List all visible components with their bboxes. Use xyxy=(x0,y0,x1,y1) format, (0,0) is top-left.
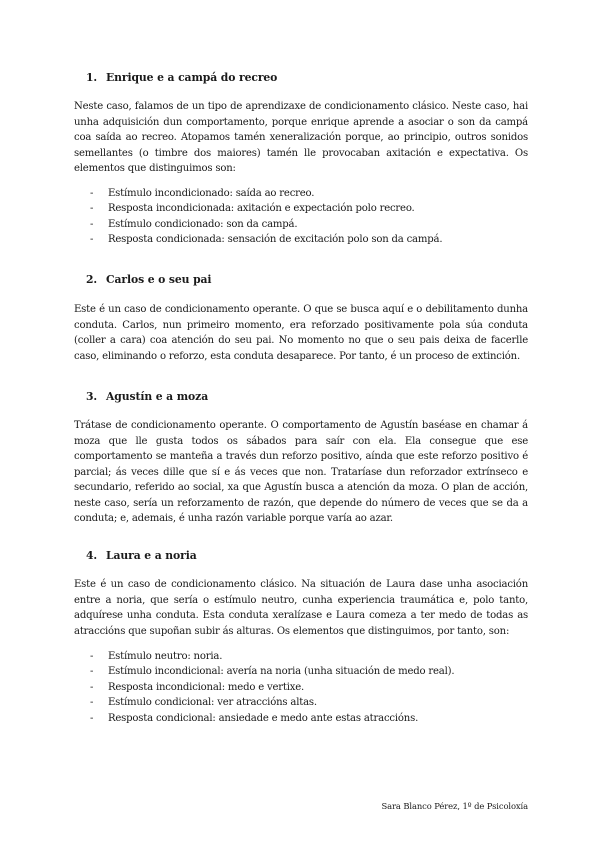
bullet-dash: - xyxy=(90,203,94,215)
bullet-dash: - xyxy=(90,697,94,709)
bullet-list xyxy=(90,186,532,248)
list-item-text: Resposta condicional: ansiedade e medo ante estas atraccións. xyxy=(108,712,419,724)
section-title: Enrique e a campá do recreo xyxy=(106,71,278,84)
bullet-dash: - xyxy=(90,234,94,246)
section-heading xyxy=(86,71,528,85)
section-heading xyxy=(86,273,528,287)
list-item-text: Estímulo neutro: noria. xyxy=(108,651,223,662)
bullet-dash: - xyxy=(90,651,94,662)
section-1-list xyxy=(90,186,532,248)
section-title: Laura e a noria xyxy=(106,549,197,562)
section-paragraph: Este é un caso de condicionamento operante. O que se busca aquí e o debilitamento dunha conduta. Carlos, nun primeiro momento, era reforzado positivamente pola súa conduta (coller a cara) coa atención do seu pai. No momento no que o seu pais deixa de facerlle caso, eliminando o reforzo, esta conduta desaparece. Por tanto, é un proceso de extinción. xyxy=(74,304,528,362)
page-footer: Sara Blanco Pérez, 1º de Psicoloxía xyxy=(381,801,528,811)
list-item-text: Estímulo incondicional: avería na noria (unha situación de medo real). xyxy=(108,666,455,678)
section-title: Carlos e o seu pai xyxy=(106,273,212,286)
section-heading xyxy=(86,390,528,404)
section-number: 3. xyxy=(86,390,98,403)
list-item-text: Estímulo condicional: ver atraccións altas. xyxy=(108,697,317,709)
list-item-text: Resposta condicionada: sensación de excitación polo son da campá. xyxy=(108,234,443,246)
section-body xyxy=(74,418,528,527)
bullet-dash: - xyxy=(90,218,94,230)
list-item xyxy=(90,232,532,247)
section-3 xyxy=(86,390,528,404)
bullet-dash: - xyxy=(90,681,94,693)
list-item xyxy=(90,695,532,710)
list-item xyxy=(90,186,532,201)
section-number: 2. xyxy=(86,273,98,286)
section-body xyxy=(74,577,528,639)
section-2 xyxy=(86,273,528,287)
list-item xyxy=(90,664,532,679)
bullet-list xyxy=(90,649,532,726)
section-4 xyxy=(86,549,528,563)
section-paragraph: Este é un caso de condicionamento clásico. Na situación de Laura dase unha asociación entre a noria, que sería o estímulo neutro, cunha experiencia traumática e, polo tanto, adquírese unha conduta. Esta conduta xeralízase e Laura comeza a ter medo de todas as atraccións que supoñan subir ás alturas. Os elementos que distinguimos, por tanto, son: xyxy=(74,579,528,637)
section-body xyxy=(74,99,528,177)
list-item-text: Estímulo incondicionado: saída ao recreo. xyxy=(108,188,315,199)
section-number: 4. xyxy=(86,549,98,562)
section-paragraph: Neste caso, falamos de un tipo de aprendizaxe de condicionamento clásico. Neste caso, hai unha adquisición dun comportamento, porque enrique aprende a asociar o son da campá coa saída ao recreo. Atopamos tamén xeneralización porque, ao principio, outros sonidos semellantes (o timbre dos maiores) tamén lle provocaban axitación e expectativa. Os elementos que distinguimos son: xyxy=(74,101,528,174)
list-item xyxy=(90,649,532,664)
section-4-list xyxy=(90,649,532,726)
list-item xyxy=(90,711,532,726)
section-title: Agustín e a moza xyxy=(106,390,209,403)
section-heading xyxy=(86,549,528,563)
list-item-text: Resposta incondicional: medo e vertixe. xyxy=(108,681,305,693)
bullet-dash: - xyxy=(90,188,94,199)
list-item-text: Resposta incondicionada: axitación e expectación polo recreo. xyxy=(108,203,415,215)
section-body xyxy=(74,302,528,364)
list-item xyxy=(90,217,532,232)
section-paragraph: Trátase de condicionamento operante. O comportamento de Agustín baséase en chamar á moza que lle gusta todos os sábados para saír con ela. Ela consegue que ese comportamento se manteña a través dun reforzo positivo, aínda que este reforzo positivo é parcial; ás veces dille que sí e ás veces que non. Trataríase dun reforzador extrínseco e secundario, referido ao social, xa que Agustín busca a atención da moza. O plan de acción, neste caso, sería un reforzamento de razón, que depende do número de veces que se da a conduta; e, ademais, é unha razón variable porque varía ao azar. xyxy=(74,420,528,524)
list-item-text: Estímulo condicionado: son da campá. xyxy=(108,218,298,230)
section-number: 1. xyxy=(86,71,98,84)
list-item xyxy=(90,680,532,695)
bullet-dash: - xyxy=(90,666,94,678)
section-1 xyxy=(86,71,528,85)
list-item xyxy=(90,201,532,216)
bullet-dash: - xyxy=(90,712,94,724)
